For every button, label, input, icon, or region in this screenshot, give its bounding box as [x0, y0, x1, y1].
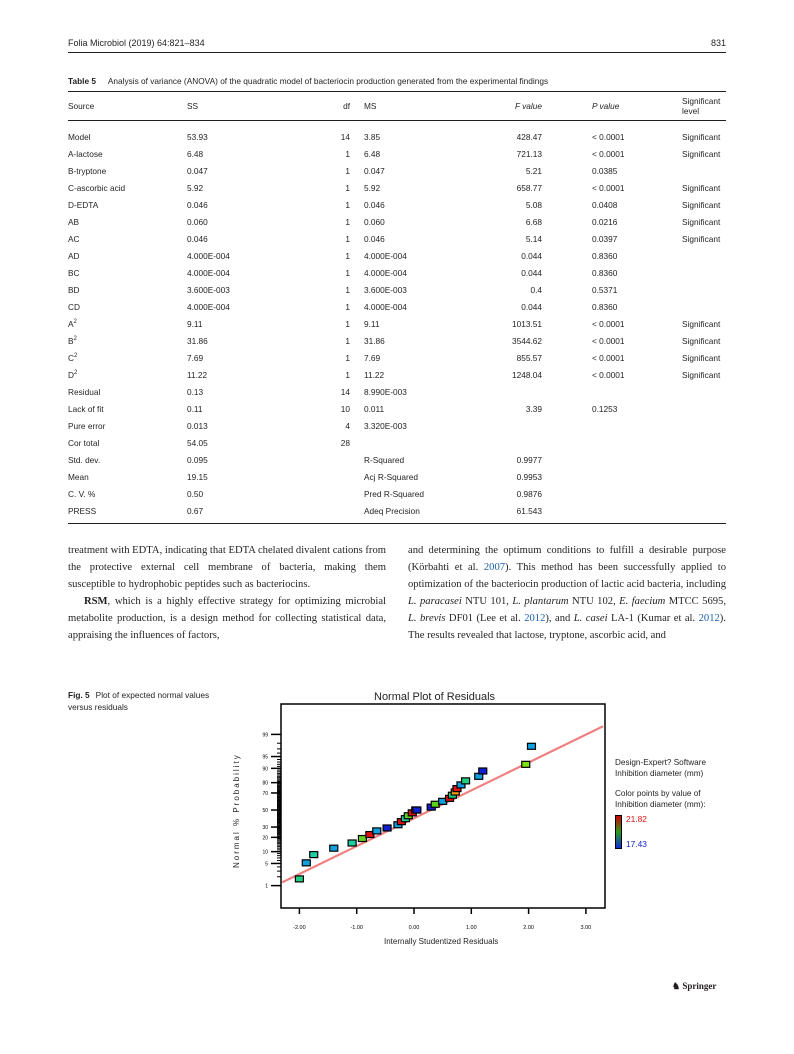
table-cell-p: 0.1253	[592, 403, 618, 414]
y-tick-label: 99	[262, 732, 268, 739]
table-cell-ss: 53.93	[187, 131, 208, 142]
table-cell-df: 1	[345, 233, 350, 244]
x-axis-label: Internally Studentized Residuals	[384, 937, 499, 946]
table-cell-p: < 0.0001	[592, 148, 625, 159]
table-cell-f: 3544.62	[512, 335, 542, 346]
x-tick-label: 3.00	[580, 925, 592, 931]
table-cell-p: < 0.0001	[592, 182, 625, 193]
table-cell-p: < 0.0001	[592, 369, 625, 380]
journal-citation: Folia Microbiol (2019) 64:821–834	[68, 38, 205, 48]
paragraph: RSM, which is a highly effective strategy for optimizing microbial metabolite production, is a design method for collecting statistical data, appraising the influences of factors,	[68, 596, 386, 641]
data-point	[373, 828, 381, 834]
x-tick-label: 1.00	[465, 925, 477, 931]
table-cell-p: < 0.0001	[592, 131, 625, 142]
data-point	[295, 876, 303, 882]
table-cell-source: AD	[68, 250, 80, 261]
page-number: 831	[710, 38, 726, 48]
table-cell-ms: Pred R-Squared	[364, 488, 424, 499]
table-cell-ss: 4.000E-004	[187, 250, 230, 261]
y-tick-label: 1	[265, 883, 268, 890]
table-cell-ms: 0.060	[364, 216, 385, 227]
table-cell-f: 0.044	[521, 250, 542, 261]
table-cell-sig: Significant	[682, 182, 721, 193]
y-tick-label: 90	[262, 766, 268, 773]
table-cell-ss: 4.000E-004	[187, 267, 230, 278]
table-cell-p: 0.5371	[592, 284, 618, 295]
table-cell-f: 3.39	[525, 403, 542, 414]
data-point	[348, 840, 356, 846]
table-cell-source: B-tryptone	[68, 165, 107, 176]
table-cell-source: D-EDTA	[68, 199, 99, 210]
table-cell-f: 721.13	[516, 148, 542, 159]
data-point	[522, 761, 530, 767]
data-point	[302, 860, 310, 866]
table-cell-source: Model	[68, 131, 91, 142]
table-cell-f: 6.68	[525, 216, 542, 227]
table-cell-df: 10	[340, 403, 350, 414]
y-tick-label: 70	[262, 790, 268, 797]
table-cell-df: 1	[345, 301, 350, 312]
y-axis-label: Normal % Probability	[232, 753, 241, 868]
header-ss: SS	[187, 101, 199, 111]
table-cell-p: 0.8360	[592, 250, 618, 261]
x-tick-label: -1.00	[350, 925, 363, 931]
y-tick-label: 50	[262, 808, 268, 814]
header-p-value: P value	[592, 101, 620, 111]
table-cell-ss: 3.600E-003	[187, 284, 230, 295]
table-cell-sig: Significant	[682, 148, 721, 159]
table-cell-ms: Adeq Precision	[364, 505, 420, 516]
table-cell-source: AB	[68, 216, 80, 227]
table-cell-ms: 0.046	[364, 233, 385, 244]
data-point	[527, 743, 535, 749]
table-cell-ss: 0.095	[187, 454, 208, 465]
table-cell-ss: 0.13	[187, 386, 204, 397]
table-cell-ss: 54.05	[187, 437, 208, 448]
header-df: df	[343, 101, 350, 111]
table-cell-df: 14	[340, 386, 350, 397]
data-point	[310, 852, 318, 858]
table-cell-ss: 0.11	[187, 403, 203, 414]
color-scale-bar	[615, 815, 622, 849]
table-cell-ms: 4.000E-004	[364, 250, 407, 261]
citation-link[interactable]: 2012	[698, 613, 720, 624]
table-label: Table 5	[68, 76, 96, 86]
table-cell-ms: 0.011	[364, 403, 385, 414]
x-tick-label: 0.00	[408, 925, 420, 931]
y-tick-label: 20	[262, 835, 268, 842]
table-cell-ss: 9.11	[187, 318, 203, 329]
color-scale-min: 17.43	[626, 839, 647, 849]
table-cell-source: BC	[68, 267, 80, 278]
table-cell-f: 0.9876	[516, 488, 542, 499]
table-cell-p: < 0.0001	[592, 352, 625, 363]
table-cell-ss: 0.67	[187, 505, 204, 516]
table-cell-f: 0.044	[521, 267, 542, 278]
table-cell-p: < 0.0001	[592, 318, 625, 329]
table-cell-ss: 19.15	[187, 471, 208, 482]
table-cell-source: AC	[68, 233, 80, 244]
table-cell-df: 1	[345, 267, 350, 278]
table-cell-ss: 0.046	[187, 233, 208, 244]
table-cell-p: < 0.0001	[592, 335, 625, 346]
table-cell-p: 0.0408	[592, 199, 618, 210]
table-cell-ms: 8.990E-003	[364, 386, 407, 397]
table-cell-ms: 4.000E-004	[364, 267, 407, 278]
table-cell-df: 28	[340, 437, 350, 448]
x-tick-label: 2.00	[523, 925, 534, 931]
table-cell-f: 1013.51	[512, 318, 542, 329]
table-cell-ss: 0.013	[187, 420, 208, 431]
table-cell-source: BD	[68, 284, 80, 295]
table-cell-source: PRESS	[68, 505, 97, 516]
data-point	[330, 845, 338, 851]
table-cell-df: 1	[345, 318, 350, 329]
table-cell-df: 1	[345, 369, 350, 380]
table-cell-df: 1	[345, 199, 350, 210]
table-cell-source: $A^2$	[68, 318, 77, 329]
y-tick-label: 5	[265, 861, 268, 868]
table-cell-source: Mean	[68, 471, 89, 482]
data-point	[413, 807, 421, 813]
data-point	[462, 778, 470, 784]
table-cell-ms: 0.046	[364, 199, 385, 210]
table-cell-df: 1	[345, 284, 350, 295]
table-cell-sig: Significant	[682, 352, 721, 363]
table-cell-sig: Significant	[682, 369, 721, 380]
table-cell-source: CD	[68, 301, 80, 312]
table-cell-f: 0.9953	[516, 471, 542, 482]
y-tick-label: 80	[262, 780, 268, 787]
table-cell-f: 5.21	[525, 165, 542, 176]
table-cell-sig: Significant	[682, 199, 721, 210]
table-cell-ms: 6.48	[364, 148, 381, 159]
table-cell-p: 0.0385	[592, 165, 618, 176]
table-cell-ms: 11.22	[364, 369, 385, 380]
table-cell-source: Cor total	[68, 437, 100, 448]
table-cell-ms: 4.000E-004	[364, 301, 407, 312]
table-cell-f: 5.14	[525, 233, 542, 244]
table-cell-source: $D^2$	[68, 369, 78, 380]
table-cell-ss: 5.92	[187, 182, 204, 193]
figure-caption-text: Plot of expected normal values versus residuals	[68, 690, 210, 712]
table-cell-p: 0.8360	[592, 267, 618, 278]
table-cell-sig: Significant	[682, 216, 721, 227]
table-cell-f: 5.08	[525, 199, 542, 210]
x-tick-label: -2.00	[293, 925, 306, 931]
table-cell-df: 1	[345, 335, 350, 346]
table-cell-ss: 7.69	[187, 352, 204, 363]
table-cell-f: 61.543	[516, 505, 542, 516]
data-point	[383, 825, 391, 831]
header-ms: MS	[364, 101, 377, 111]
data-point	[431, 801, 439, 807]
table-cell-source: $C^2$	[68, 352, 78, 363]
table-cell-f: 855.57	[516, 352, 542, 363]
table-cell-p: 0.0397	[592, 233, 618, 244]
table-cell-df: 1	[345, 165, 350, 176]
table-cell-ms: Acj R-Squared	[364, 471, 418, 482]
table-cell-sig: Significant	[682, 233, 721, 244]
table-cell-source: Std. dev.	[68, 454, 101, 465]
table-cell-df: 14	[340, 131, 350, 142]
table-cell-ss: 31.86	[187, 335, 208, 346]
table-cell-df: 1	[345, 216, 350, 227]
table-cell-p: 0.8360	[592, 301, 618, 312]
table-cell-p: 0.0216	[592, 216, 618, 227]
y-tick-label: 10	[262, 849, 268, 856]
plot-frame	[281, 704, 605, 908]
table-cell-df: 4	[345, 420, 350, 431]
table-cell-df: 1	[345, 148, 350, 159]
table-cell-sig: Significant	[682, 318, 721, 329]
table-cell-sig: Significant	[682, 335, 721, 346]
data-point	[479, 768, 487, 774]
table-cell-df: 1	[345, 352, 350, 363]
table-cell-ms: 0.047	[364, 165, 385, 176]
table-cell-ms: 3.600E-003	[364, 284, 407, 295]
table-cell-f: 0.4	[530, 284, 542, 295]
table-cell-ms: R-Squared	[364, 454, 405, 465]
table-cell-source: $B^2$	[68, 335, 77, 346]
chart-legend: Design-Expert? Software Inhibition diameter (mm) Color points by value of Inhibition diameter (mm):	[615, 758, 707, 809]
table-cell-ss: 0.046	[187, 199, 208, 210]
table-cell-source: Lack of fit	[68, 403, 104, 414]
table-cell-f: 0.9977	[516, 454, 542, 465]
table-cell-source: Pure error	[68, 420, 106, 431]
table-cell-f: 1248.04	[512, 369, 542, 380]
table-cell-ms: 31.86	[364, 335, 385, 346]
table-cell-source: Residual	[68, 386, 101, 397]
data-point	[358, 836, 366, 842]
figure-label: Fig. 5	[68, 690, 90, 700]
y-tick-label: 95	[262, 754, 268, 761]
table-cell-ss: 0.060	[187, 216, 208, 227]
paragraph: treatment with EDTA, indicating that EDTA chelated divalent cations from the protective external cell membrane of bacteria, making them susceptible to hydrophobic peptides such as bacteriocins.	[68, 545, 386, 590]
table-cell-ss: 0.047	[187, 165, 208, 176]
publisher-logo: ♞ Springer	[672, 981, 717, 991]
table-cell-f: 428.47	[516, 131, 542, 142]
paragraph: and determining the optimum conditions to fulfill a desirable purpose (Körbahti et al. 2007). This method has been successfully applied to optimization of the bacteriocin production of lactic acid bacteria, including L. paracasei NTU 101, L. plantarum NTU 102, E. faecium MTCC 5695, L. brevis DF01 (Lee et al. 2012), and L. casei LA-1 (Kumar et al. 2012). The results revealed that lactose, tryptone, ascorbic acid, and	[408, 545, 727, 641]
table-cell-ss: 6.48	[187, 148, 204, 159]
table-cell-ms: 5.92	[364, 182, 381, 193]
table-cell-ss: 11.22	[187, 369, 208, 380]
y-tick-label: 30	[262, 825, 268, 832]
table-cell-source: C-ascorbic acid	[68, 182, 126, 193]
table-cell-ms: 9.11	[364, 318, 380, 329]
table-cell-ss: 0.50	[187, 488, 204, 499]
table-cell-source: C. V. %	[68, 488, 96, 499]
table-cell-sig: Significant	[682, 131, 721, 142]
table-cell-ms: 3.320E-003	[364, 420, 407, 431]
table-cell-ss: 4.000E-004	[187, 301, 230, 312]
header-f-value: F value	[514, 101, 542, 111]
table-cell-source: A-lactose	[68, 148, 103, 159]
header-source: Source	[68, 101, 95, 111]
table-cell-df: 1	[345, 250, 350, 261]
plot-title: Normal Plot of Residuals	[374, 691, 496, 703]
table-cell-df: 1	[345, 182, 350, 193]
table-cell-f: 658.77	[516, 182, 542, 193]
header-significant-level: Significant level	[682, 96, 721, 116]
springer-horse-icon: ♞	[672, 981, 683, 991]
table-caption-text: Analysis of variance (ANOVA) of the quadratic model of bacteriocin production generated from the experimental findings	[107, 76, 549, 86]
citation-link[interactable]: 2012	[524, 613, 546, 624]
table-cell-f: 0.044	[521, 301, 542, 312]
citation-link[interactable]: 2007	[483, 562, 506, 573]
table-cell-ms: 3.85	[364, 131, 381, 142]
color-scale-max: 21.82	[626, 814, 647, 824]
table-cell-ms: 7.69	[364, 352, 381, 363]
